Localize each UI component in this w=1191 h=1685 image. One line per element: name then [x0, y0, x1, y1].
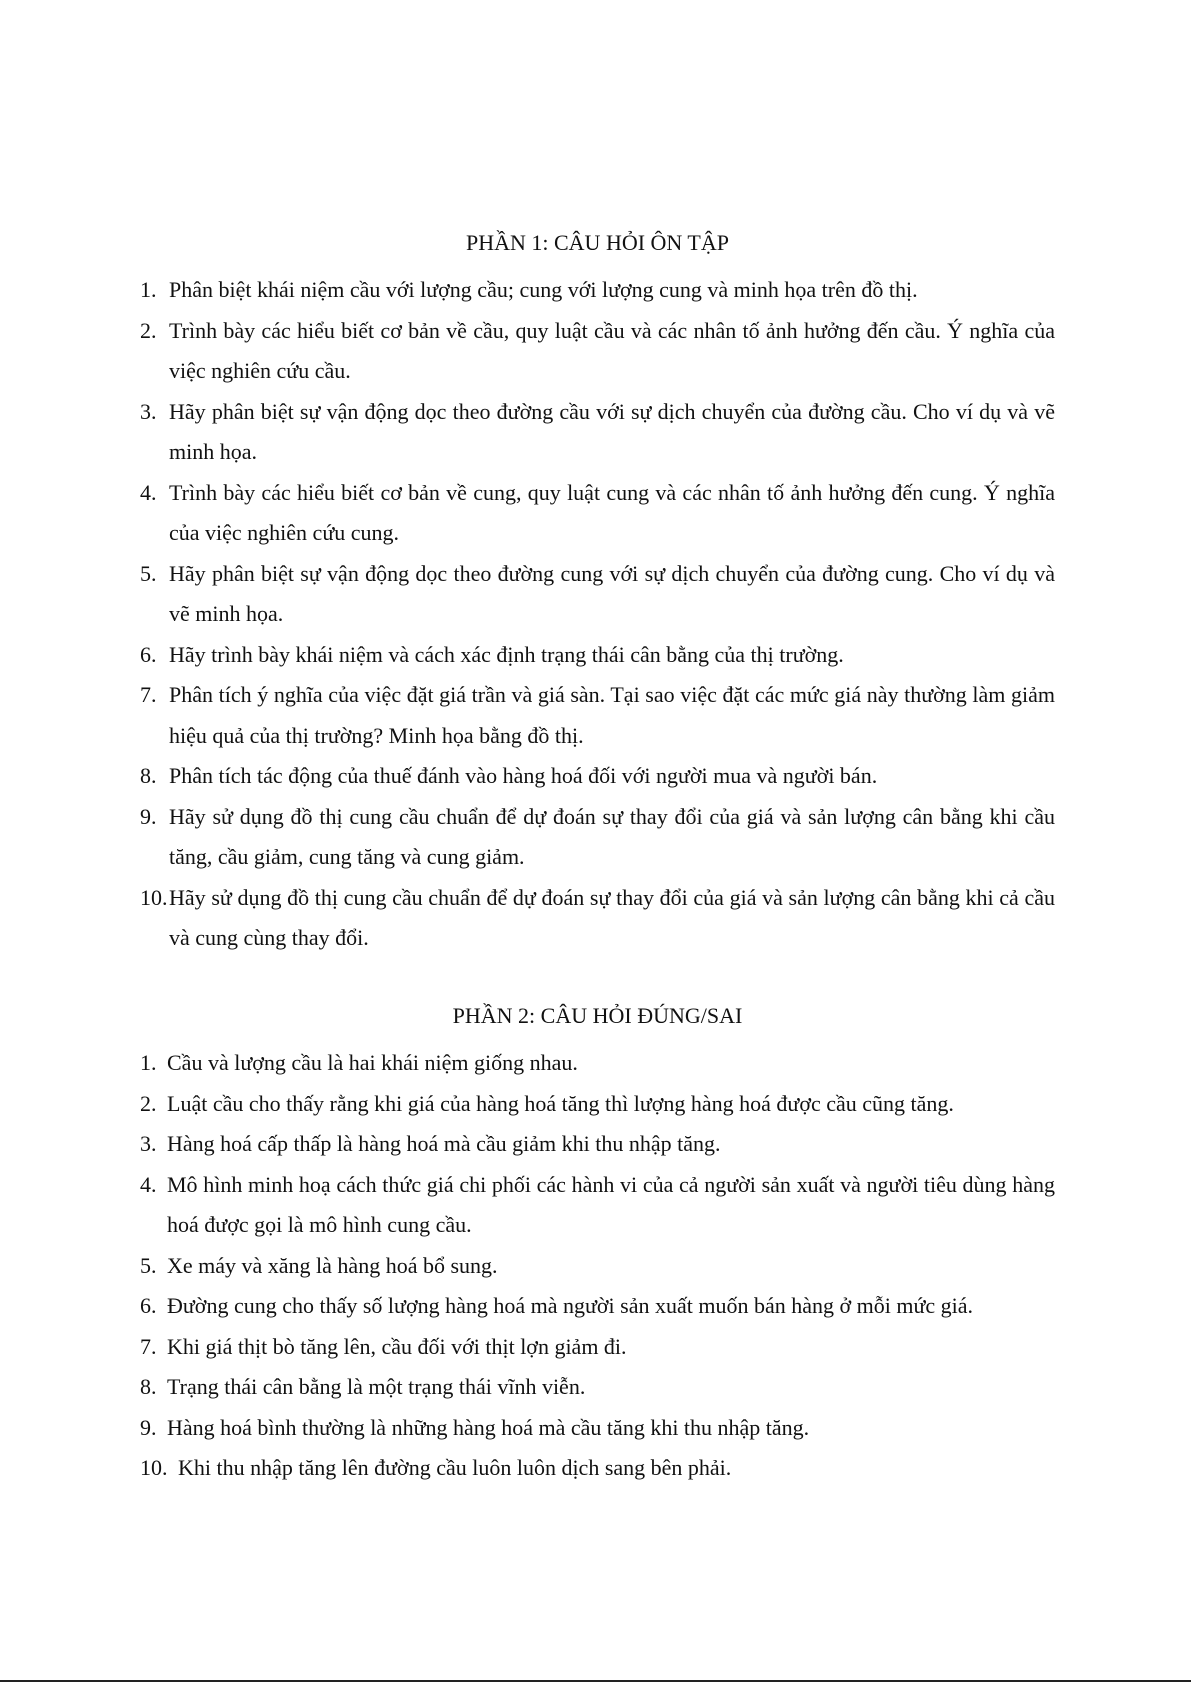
- item-text: Phân tích tác động của thuế đánh vào hàng hoá đối với người mua và người bán.: [169, 763, 878, 788]
- list-item: [140, 554, 1055, 635]
- list-item: [140, 311, 1055, 392]
- item-number: 5.: [140, 1252, 157, 1278]
- item-text: Đường cung cho thấy số lượng hàng hoá mà người sản xuất muốn bán hàng ở mỗi mức giá.: [167, 1293, 974, 1318]
- item-text: Hãy sử dụng đồ thị cung cầu chuẩn để dự đoán sự thay đổi của giá và sản lượng cân bằng khi cả cầu và cung cùng thay đổi.: [169, 884, 1055, 950]
- section-true-false-questions: [140, 1003, 1055, 1489]
- question-list: [140, 1043, 1055, 1489]
- list-item: [140, 1165, 1055, 1246]
- item-number: 8.: [140, 1374, 157, 1399]
- section-review-questions: [140, 230, 1055, 959]
- list-item: [140, 756, 1055, 797]
- item-number: 9.: [140, 1414, 157, 1440]
- item-number: 5.: [140, 560, 157, 586]
- item-number: 10.: [140, 884, 168, 910]
- list-item: [140, 797, 1055, 878]
- section-title: PHẦN 1: CÂU HỎI ÔN TẬP: [465, 230, 729, 255]
- item-text: Hãy phân biệt sự vận động dọc theo đường cầu với sự dịch chuyển của đường cầu. Cho ví dụ và vẽ minh họa.: [169, 398, 1055, 464]
- item-number: 6.: [140, 641, 157, 667]
- item-number: 4.: [140, 1171, 157, 1197]
- item-text: Khi giá thịt bò tăng lên, cầu đối với thịt lợn giảm đi.: [167, 1333, 627, 1359]
- item-number: 3.: [140, 398, 157, 424]
- list-item: [140, 1327, 1055, 1368]
- question-list: [140, 270, 1055, 959]
- list-item: [140, 675, 1055, 756]
- list-item: [140, 392, 1055, 473]
- list-item: [140, 1448, 1055, 1489]
- list-item: [140, 473, 1055, 554]
- item-text: Hãy trình bày khái niệm và cách xác định trạng thái cân bằng của thị trường.: [169, 641, 844, 667]
- item-number: 7.: [140, 682, 157, 707]
- list-item: [140, 1408, 1055, 1449]
- item-text: Khi thu nhập tăng lên đường cầu luôn luôn dịch sang bên phải.: [178, 1455, 732, 1480]
- list-item: [140, 1246, 1055, 1287]
- item-text: Mô hình minh hoạ cách thức giá chi phối các hành vi của cả người sản xuất và người tiêu dùng hàng hoá được gọi là mô hình cung cầu.: [167, 1171, 1055, 1237]
- list-item: [140, 1286, 1055, 1327]
- item-number: 2.: [140, 317, 157, 343]
- item-text: Trình bày các hiểu biết cơ bản về cung, quy luật cung và các nhân tố ảnh hưởng đến cung. Ý nghĩa của việc nghiên cứu cung.: [169, 479, 1055, 545]
- item-number: 7.: [140, 1333, 157, 1359]
- list-item: [140, 1084, 1055, 1125]
- item-number: 9.: [140, 803, 157, 829]
- list-item: [140, 1367, 1055, 1408]
- item-number: 8.: [140, 763, 157, 788]
- item-number: 6.: [140, 1293, 157, 1318]
- item-number: 1.: [140, 277, 157, 302]
- item-text: Trạng thái cân bằng là một trạng thái vĩnh viễn.: [167, 1374, 586, 1399]
- item-text: Phân tích ý nghĩa của việc đặt giá trần và giá sàn. Tại sao việc đặt các mức giá này thường làm giảm hiệu quả của thị trường? Minh họa bằng đồ thị.: [169, 682, 1055, 748]
- item-text: Phân biệt khái niệm cầu với lượng cầu; cung với lượng cung và minh họa trên đồ thị.: [169, 277, 918, 302]
- list-item: [140, 878, 1055, 959]
- section-title: PHẦN 2: CÂU HỎI ĐÚNG/SAI: [452, 1003, 743, 1028]
- item-text: Luật cầu cho thấy rằng khi giá của hàng hoá tăng thì lượng hàng hoá được cầu cũng tăng.: [167, 1090, 954, 1116]
- item-number: 1.: [140, 1050, 157, 1075]
- item-text: Hãy phân biệt sự vận động dọc theo đường cung với sự dịch chuyển của đường cung. Cho ví dụ và vẽ minh họa.: [169, 560, 1055, 626]
- item-text: Hàng hoá cấp thấp là hàng hoá mà cầu giảm khi thu nhập tăng.: [167, 1131, 721, 1156]
- item-number: 3.: [140, 1131, 157, 1156]
- item-text: Hàng hoá bình thường là những hàng hoá mà cầu tăng khi thu nhập tăng.: [167, 1414, 810, 1440]
- page-bottom-rule: [0, 1680, 1191, 1682]
- list-item: [140, 1043, 1055, 1084]
- list-item: [140, 1124, 1055, 1165]
- item-text: Hãy sử dụng đồ thị cung cầu chuẩn để dự đoán sự thay đổi của giá và sản lượng cân bằng khi cầu tăng, cầu giảm, cung tăng và cung giảm.: [169, 803, 1055, 869]
- item-text: Cầu và lượng cầu là hai khái niệm giống nhau.: [167, 1050, 578, 1075]
- item-text: Trình bày các hiểu biết cơ bản về cầu, quy luật cầu và các nhân tố ảnh hưởng đến cầu. Ý nghĩa của việc nghiên cứu cầu.: [169, 317, 1055, 383]
- list-item: [140, 635, 1055, 676]
- list-item: [140, 270, 1055, 311]
- item-number: 4.: [140, 479, 157, 505]
- item-text: Xe máy và xăng là hàng hoá bổ sung.: [167, 1252, 498, 1278]
- item-number: 2.: [140, 1090, 157, 1116]
- item-number: 10.: [140, 1455, 168, 1480]
